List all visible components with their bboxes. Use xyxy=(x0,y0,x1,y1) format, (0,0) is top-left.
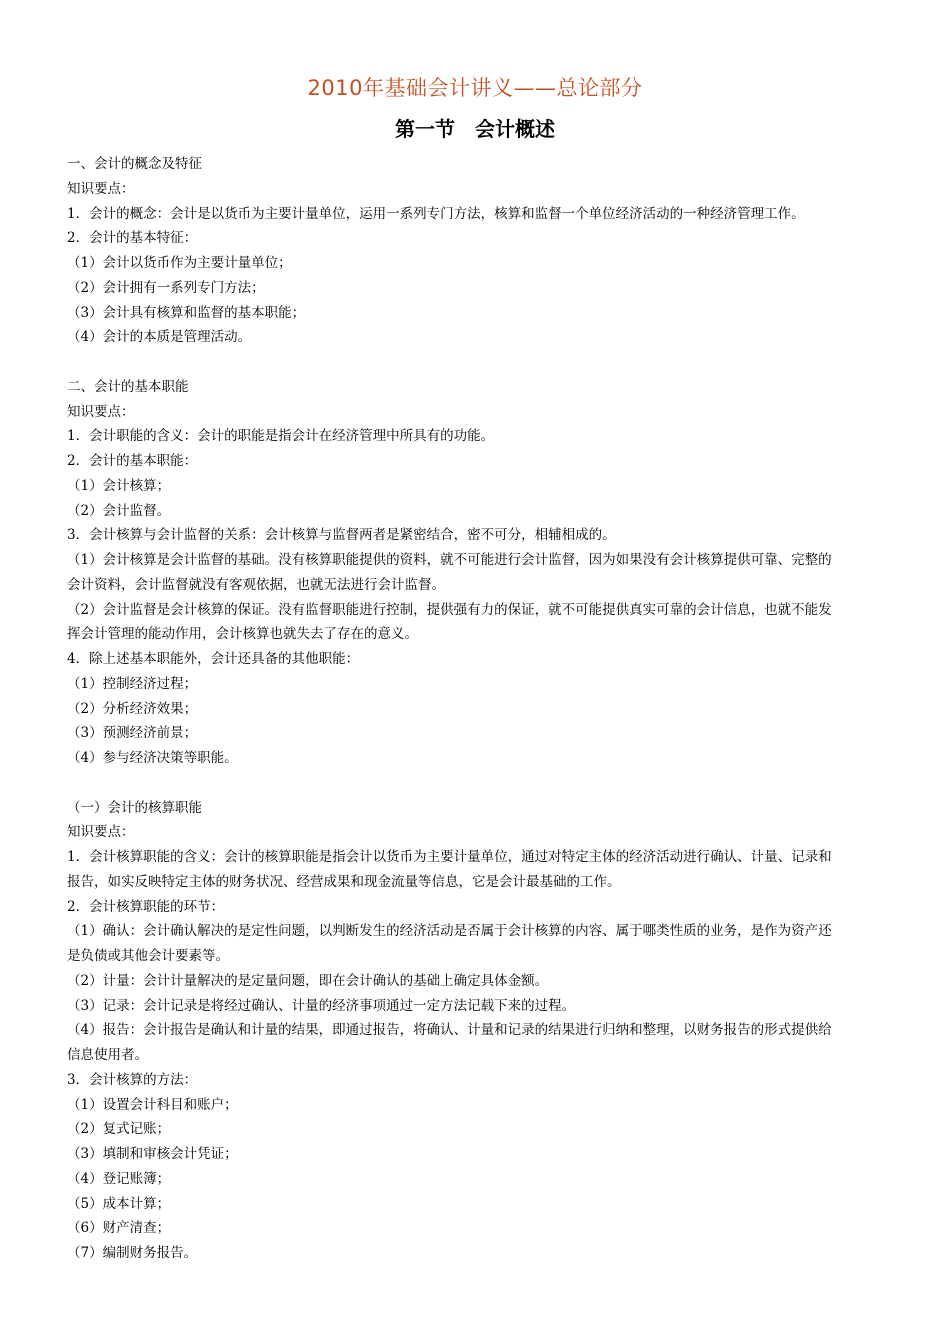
text-line: （1）控制经济过程； xyxy=(67,675,198,692)
text-line: （2）会计监督。 xyxy=(67,502,171,519)
text-line: （5）成本计算； xyxy=(67,1195,171,1212)
text-line: （1）确认：会计确认解决的是定性问题，以判断发生的经济活动是否属于会计核算的内容、属于哪类性质的业务，是作为资产还 xyxy=(67,923,832,940)
text-line: 知识要点： xyxy=(67,180,135,197)
text-line: （1）会计以货币作为主要计量单位； xyxy=(67,255,292,271)
text-line: 报告，如实反映特定主体的财务状况、经营成果和现金流量等信息，它是会计最基础的工作。 xyxy=(67,873,621,890)
text-line: 4．除上述基本职能外，会计还具备的其他职能： xyxy=(67,651,360,667)
text-line: （1）会计核算； xyxy=(67,477,171,494)
text-line: 3．会计核算的方法： xyxy=(67,1071,198,1088)
text-line: 二、会计的基本职能 xyxy=(67,378,189,395)
text-line: 挥会计管理的能动作用，会计核算也就失去了存在的意义。 xyxy=(67,626,418,643)
text-line: （4）登记账簿； xyxy=(67,1170,171,1187)
text-line: （3）记录：会计记录是将经过确认、计量的经济事项通过一定方法记载下来的过程。 xyxy=(67,997,576,1014)
text-line: （1）设置会计科目和账户； xyxy=(67,1096,238,1113)
text-line: 是负债或其他会计要素等。 xyxy=(67,948,229,964)
text-line: 2．会计的基本职能： xyxy=(67,453,198,469)
text-line: 知识要点： xyxy=(67,403,135,420)
text-line: 1．会计的概念：会计是以货币为主要计量单位，运用一系列专门方法，核算和监督一个单位经济活动的一种经济管理工作。 xyxy=(67,205,805,222)
text-line: （一）会计的核算职能 xyxy=(67,799,202,816)
text-line: 一、会计的概念及特征 xyxy=(67,156,202,172)
blank-line xyxy=(67,350,882,375)
text-line: 1．会计职能的含义：会计的职能是指会计在经济管理中所具有的功能。 xyxy=(67,428,495,445)
text-line: （2）计量：会计计量解决的是定量问题，即在会计确认的基础上确定具体金额。 xyxy=(67,972,549,989)
text-line: （2）分析经济效果； xyxy=(67,700,198,717)
text-line: 3．会计核算与会计监督的关系：会计核算与监督两者是紧密结合，密不可分，相辅相成的。 xyxy=(67,527,616,544)
text-line: （3）会计具有核算和监督的基本职能； xyxy=(67,304,306,321)
text-line: （1）会计核算是会计监督的基础。没有核算职能提供的资料，就不可能进行会计监督，因为如果没有会计核算提供可靠、完整的 xyxy=(67,552,832,568)
document-body xyxy=(67,152,882,1266)
blank-line xyxy=(67,771,882,796)
text-line: （2）会计监督是会计核算的保证。没有监督职能进行控制，提供强有力的保证，就不可能提供真实可靠的会计信息，也就不能发 xyxy=(67,601,832,618)
text-line: （4）参与经济决策等职能。 xyxy=(67,750,238,766)
text-line: （2）复式记账； xyxy=(67,1121,171,1138)
text-line: 1．会计核算职能的含义：会计的核算职能是指会计以货币为主要计量单位，通过对特定主体的经济活动进行确认、计量、记录和 xyxy=(67,849,832,865)
document-title: 2010年基础会计讲义——总论部分 xyxy=(307,76,643,100)
text-line: （2）会计拥有一系列专门方法； xyxy=(67,279,265,296)
text-line: （4）会计的本质是管理活动。 xyxy=(67,329,252,346)
text-line: 知识要点： xyxy=(67,824,135,841)
text-line: 2．会计的基本特征： xyxy=(67,230,198,247)
text-line: （6）财产清查； xyxy=(67,1220,171,1237)
text-line: 信息使用者。 xyxy=(67,1047,148,1063)
text-line: （7）编制财务报告。 xyxy=(67,1245,198,1261)
section-title: 第一节 会计概述 xyxy=(395,117,555,141)
text-line: （3）填制和审核会计凭证； xyxy=(67,1146,238,1162)
text-line: （3）预测经济前景； xyxy=(67,725,198,742)
text-line: 会计资料，会计监督就没有客观依据，也就无法进行会计监督。 xyxy=(67,576,445,593)
text-line: 2．会计核算职能的环节： xyxy=(67,898,225,915)
text-line: （4）报告：会计报告是确认和计量的结果，即通过报告，将确认、计量和记录的结果进行归纳和整理，以财务报告的形式提供给 xyxy=(67,1022,832,1039)
